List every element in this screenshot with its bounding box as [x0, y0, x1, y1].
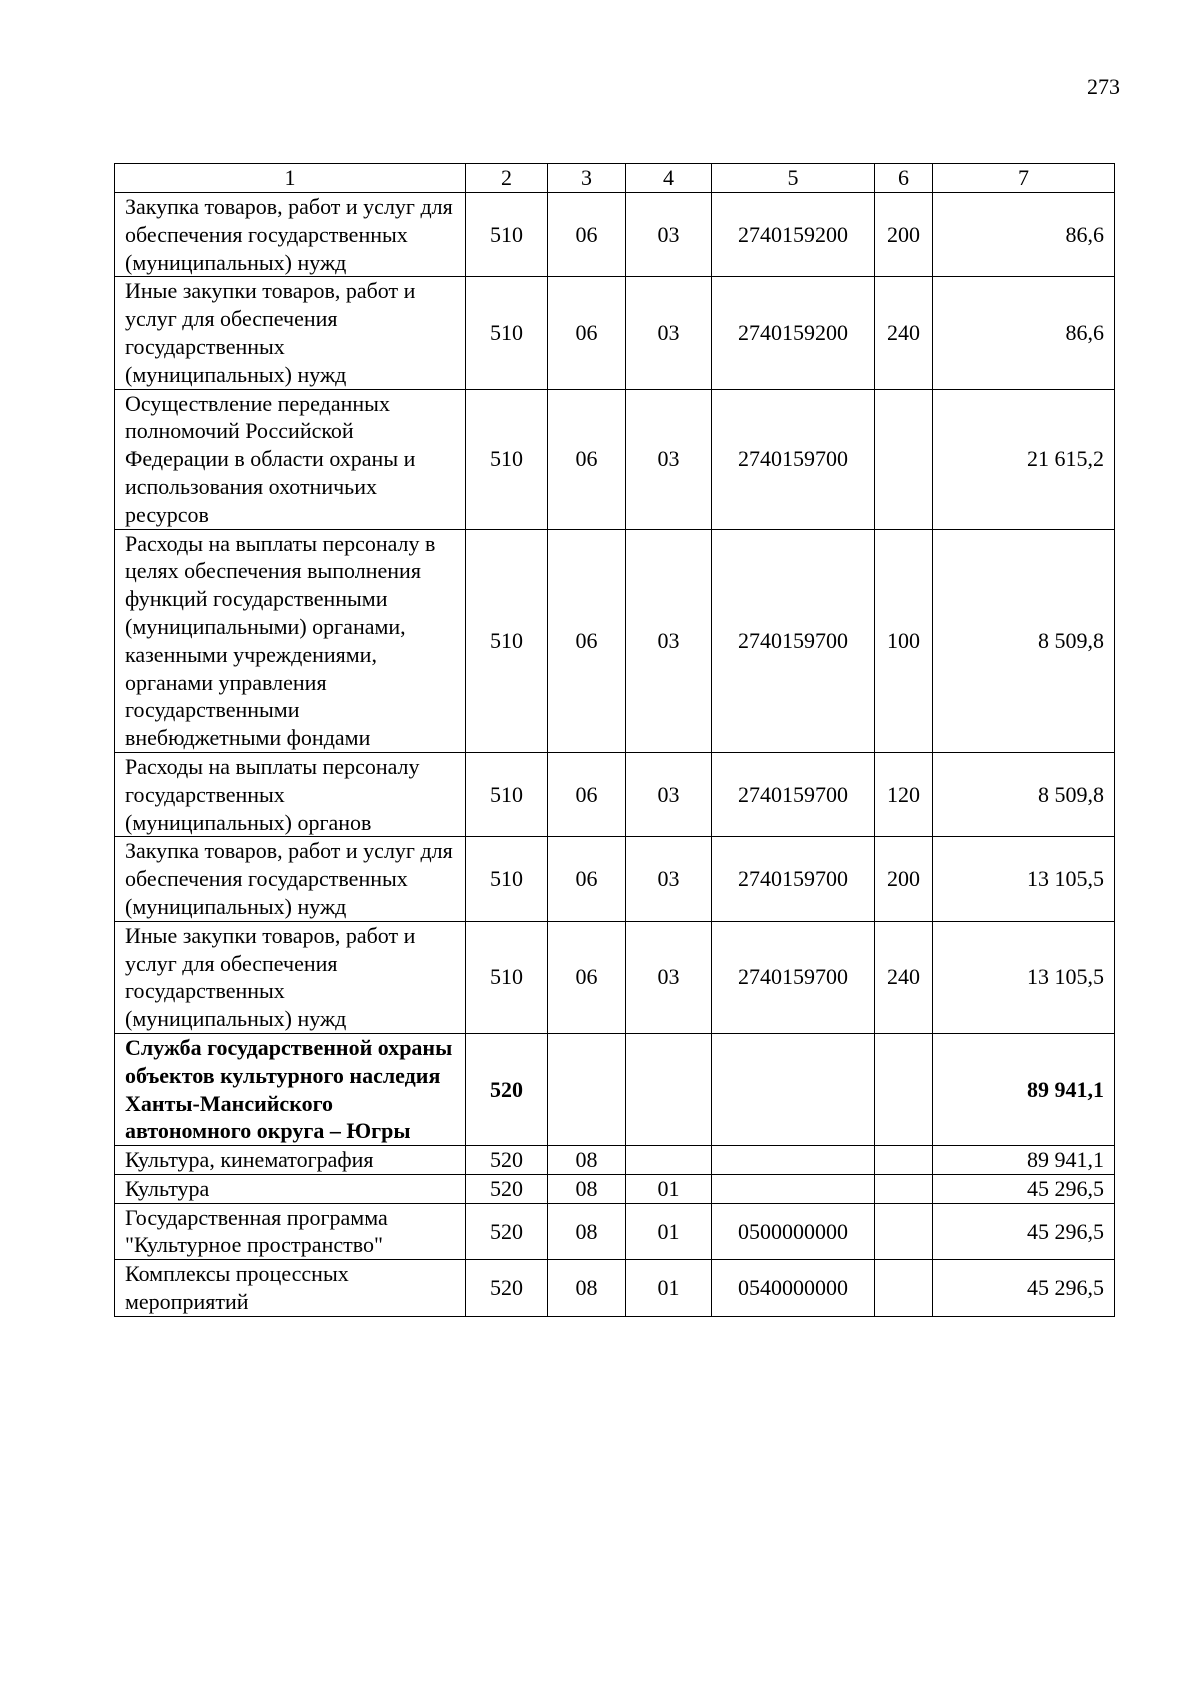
amount-cell: 89 941,1 — [933, 1033, 1115, 1145]
expense-type-cell: 120 — [875, 752, 933, 836]
expense-type-cell: 200 — [875, 837, 933, 921]
amount-cell: 8 509,8 — [933, 529, 1115, 752]
amount-cell: 8 509,8 — [933, 752, 1115, 836]
item-name-cell: Расходы на выплаты персоналу в целях обеспечения выполнения функций государственными (муниципальными) органами, казенными учреждениями, органами управления государственными внебюджетными фондами — [115, 529, 466, 752]
header-cell: 3 — [548, 164, 626, 193]
amount-cell: 86,6 — [933, 193, 1115, 277]
expense-type-cell — [875, 389, 933, 529]
amount-cell: 21 615,2 — [933, 389, 1115, 529]
section-cell: 06 — [548, 389, 626, 529]
section-cell: 08 — [548, 1260, 626, 1317]
subsection-cell — [626, 1033, 712, 1145]
table-row — [115, 1174, 1115, 1203]
code-cell: 510 — [466, 193, 548, 277]
code-cell: 510 — [466, 529, 548, 752]
code-cell: 520 — [466, 1174, 548, 1203]
subsection-cell: 03 — [626, 529, 712, 752]
target-item-cell — [712, 1033, 875, 1145]
target-item-cell: 0540000000 — [712, 1260, 875, 1317]
table-row — [115, 1033, 1115, 1145]
expense-type-cell: 200 — [875, 193, 933, 277]
item-name-cell: Служба государственной охраны объектов культурного наследия Ханты-Мансийского автономного округа – Югры — [115, 1033, 466, 1145]
section-cell: 06 — [548, 193, 626, 277]
amount-cell: 86,6 — [933, 277, 1115, 389]
expense-type-cell — [875, 1033, 933, 1145]
expense-type-cell — [875, 1174, 933, 1203]
expense-type-cell — [875, 1260, 933, 1317]
section-cell: 06 — [548, 752, 626, 836]
amount-cell: 45 296,5 — [933, 1203, 1115, 1260]
page-number: 273 — [1087, 74, 1120, 99]
section-cell: 08 — [548, 1203, 626, 1260]
section-cell: 06 — [548, 277, 626, 389]
section-cell — [548, 1033, 626, 1145]
code-cell: 520 — [466, 1203, 548, 1260]
amount-cell: 13 105,5 — [933, 921, 1115, 1033]
code-cell: 510 — [466, 921, 548, 1033]
amount-cell: 45 296,5 — [933, 1260, 1115, 1317]
subsection-cell: 03 — [626, 921, 712, 1033]
item-name-cell: Закупка товаров, работ и услуг для обеспечения государственных (муниципальных) нужд — [115, 193, 466, 277]
table-row — [115, 1203, 1115, 1260]
section-cell: 06 — [548, 529, 626, 752]
item-name-cell: Расходы на выплаты персоналу государственных (муниципальных) органов — [115, 752, 466, 836]
table-row — [115, 752, 1115, 836]
target-item-cell: 2740159700 — [712, 752, 875, 836]
target-item-cell: 0500000000 — [712, 1203, 875, 1260]
expense-type-cell — [875, 1203, 933, 1260]
target-item-cell — [712, 1174, 875, 1203]
code-cell: 510 — [466, 752, 548, 836]
budget-table — [114, 163, 1115, 1317]
header-cell: 5 — [712, 164, 875, 193]
subsection-cell: 03 — [626, 277, 712, 389]
amount-cell: 89 941,1 — [933, 1146, 1115, 1175]
expense-type-cell: 240 — [875, 277, 933, 389]
code-cell: 510 — [466, 277, 548, 389]
table-row — [115, 1146, 1115, 1175]
table-row — [115, 193, 1115, 277]
target-item-cell — [712, 1146, 875, 1175]
item-name-cell: Осуществление переданных полномочий Российской Федерации в области охраны и использования охотничьих ресурсов — [115, 389, 466, 529]
target-item-cell: 2740159200 — [712, 277, 875, 389]
code-cell: 520 — [466, 1146, 548, 1175]
expense-type-cell: 100 — [875, 529, 933, 752]
header-cell: 7 — [933, 164, 1115, 193]
item-name-cell: Закупка товаров, работ и услуг для обеспечения государственных (муниципальных) нужд — [115, 837, 466, 921]
subsection-cell — [626, 1146, 712, 1175]
table-row — [115, 921, 1115, 1033]
section-cell: 06 — [548, 837, 626, 921]
header-cell: 2 — [466, 164, 548, 193]
table-row — [115, 389, 1115, 529]
section-cell: 06 — [548, 921, 626, 1033]
item-name-cell: Культура — [115, 1174, 466, 1203]
table-row — [115, 277, 1115, 389]
section-cell: 08 — [548, 1174, 626, 1203]
subsection-cell: 01 — [626, 1260, 712, 1317]
subsection-cell: 03 — [626, 389, 712, 529]
target-item-cell: 2740159700 — [712, 837, 875, 921]
header-cell: 1 — [115, 164, 466, 193]
amount-cell: 13 105,5 — [933, 837, 1115, 921]
target-item-cell: 2740159200 — [712, 193, 875, 277]
subsection-cell: 03 — [626, 837, 712, 921]
code-cell: 520 — [466, 1260, 548, 1317]
item-name-cell: Государственная программа "Культурное пространство" — [115, 1203, 466, 1260]
target-item-cell: 2740159700 — [712, 921, 875, 1033]
table-row — [115, 529, 1115, 752]
item-name-cell: Иные закупки товаров, работ и услуг для обеспечения государственных (муниципальных) нужд — [115, 277, 466, 389]
code-cell: 510 — [466, 837, 548, 921]
table-row — [115, 837, 1115, 921]
amount-cell: 45 296,5 — [933, 1174, 1115, 1203]
header-cell: 4 — [626, 164, 712, 193]
code-cell: 510 — [466, 389, 548, 529]
item-name-cell: Комплексы процессных мероприятий — [115, 1260, 466, 1317]
target-item-cell: 2740159700 — [712, 529, 875, 752]
section-cell: 08 — [548, 1146, 626, 1175]
item-name-cell: Культура, кинематография — [115, 1146, 466, 1175]
subsection-cell: 01 — [626, 1174, 712, 1203]
subsection-cell: 01 — [626, 1203, 712, 1260]
header-cell: 6 — [875, 164, 933, 193]
subsection-cell: 03 — [626, 193, 712, 277]
expense-type-cell — [875, 1146, 933, 1175]
item-name-cell: Иные закупки товаров, работ и услуг для обеспечения государственных (муниципальных) нужд — [115, 921, 466, 1033]
subsection-cell: 03 — [626, 752, 712, 836]
target-item-cell: 2740159700 — [712, 389, 875, 529]
table-row — [115, 1260, 1115, 1317]
expense-type-cell: 240 — [875, 921, 933, 1033]
table-header-row — [115, 164, 1115, 193]
code-cell: 520 — [466, 1033, 548, 1145]
